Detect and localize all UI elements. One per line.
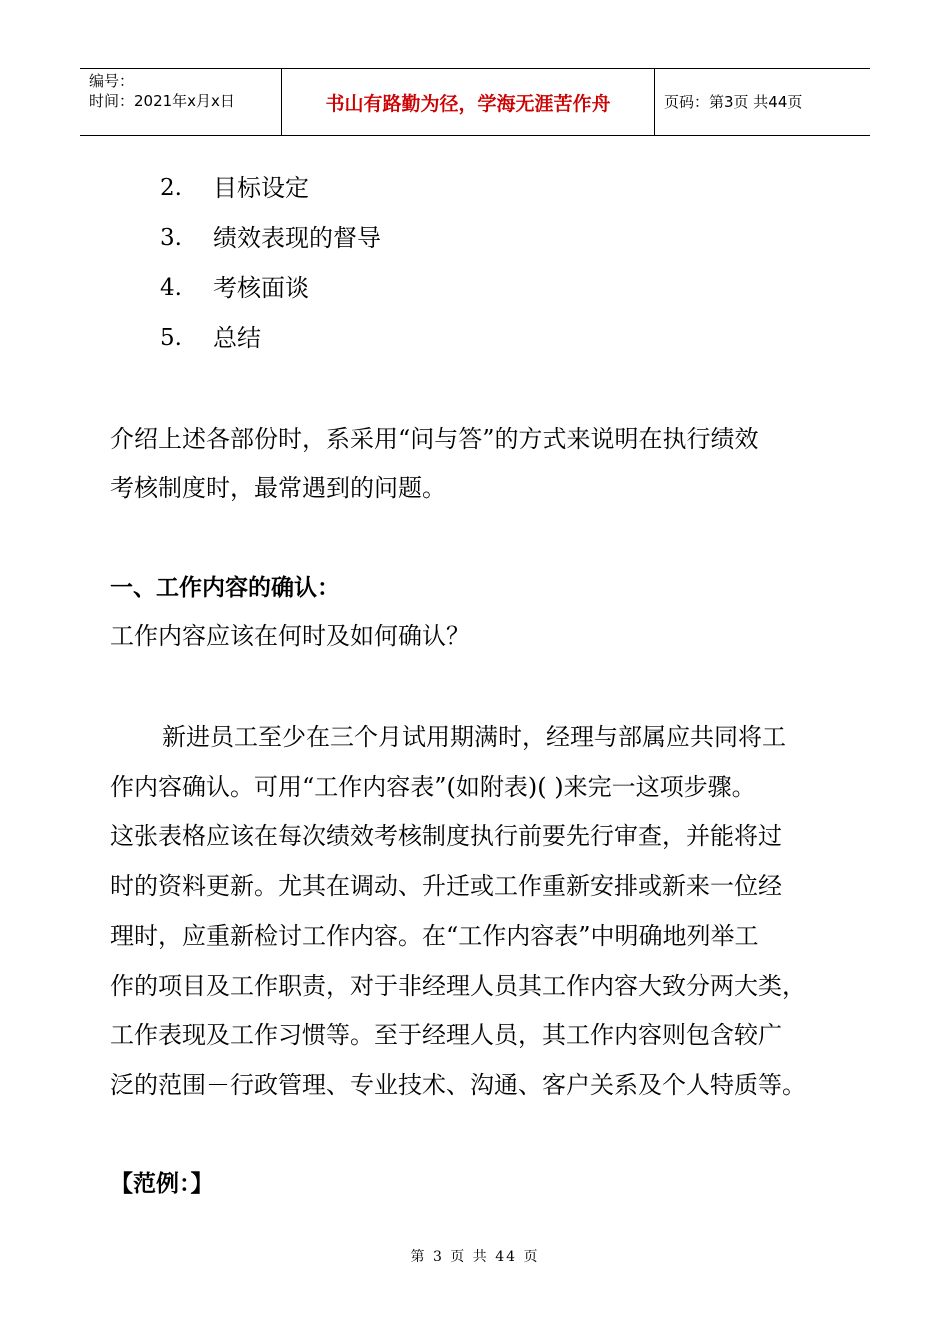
text-line: 作的项目及工作职责，对于非经理人员其工作内容大致分两大类， xyxy=(110,972,806,1000)
list-number: 2. xyxy=(160,175,182,201)
list-text: 总结 xyxy=(213,324,261,352)
header-motto: 书山有路勤为径，学海无涯苦作舟 xyxy=(282,69,655,135)
text-line: 考核制度时，最常遇到的问题。 xyxy=(110,474,446,502)
header-meta xyxy=(80,69,282,135)
list-text: 考核面谈 xyxy=(213,274,309,302)
document-number: 编号： xyxy=(89,72,135,90)
section-question: 工作内容应该在何时及如何确认？ xyxy=(110,622,470,650)
text-line: 介绍上述各部份时，系采用“问与答”的方式来说明在执行绩效 xyxy=(110,425,759,453)
section-heading: 一、工作内容的确认： xyxy=(110,575,340,601)
text-line: 新进员工至少在三个月试用期满时，经理与部属应共同将工 xyxy=(162,723,786,751)
list-number: 4. xyxy=(160,275,182,301)
example-label: 【范例：】 xyxy=(110,1171,214,1197)
document-date: 时间：2021年x月x日 xyxy=(89,92,235,110)
list-text: 绩效表现的督导 xyxy=(213,224,381,252)
page-footer: 第 3 页 共 44 页 xyxy=(410,1249,540,1265)
text-line: 泛的范围－行政管理、专业技术、沟通、客户关系及个人特质等。 xyxy=(110,1071,806,1099)
list-text: 目标设定 xyxy=(213,174,309,202)
document-header xyxy=(80,68,870,136)
list-number: 3. xyxy=(160,225,182,251)
list-number: 5. xyxy=(160,325,182,351)
text-line: 工作表现及工作习惯等。至于经理人员，其工作内容则包含较广 xyxy=(110,1021,782,1049)
text-line: 时的资料更新。尤其在调动、升迁或工作重新安排或新来一位经 xyxy=(110,872,782,900)
header-page-info: 页码：第3页 共44页 xyxy=(664,93,803,111)
text-line: 这张表格应该在每次绩效考核制度执行前要先行审查，并能将过 xyxy=(110,822,782,850)
text-line: 作内容确认。可用“工作内容表”(如附表)( )来完一这项步骤。 xyxy=(110,773,756,801)
text-line: 理时，应重新检讨工作内容。在“工作内容表”中明确地列举工 xyxy=(110,922,759,950)
